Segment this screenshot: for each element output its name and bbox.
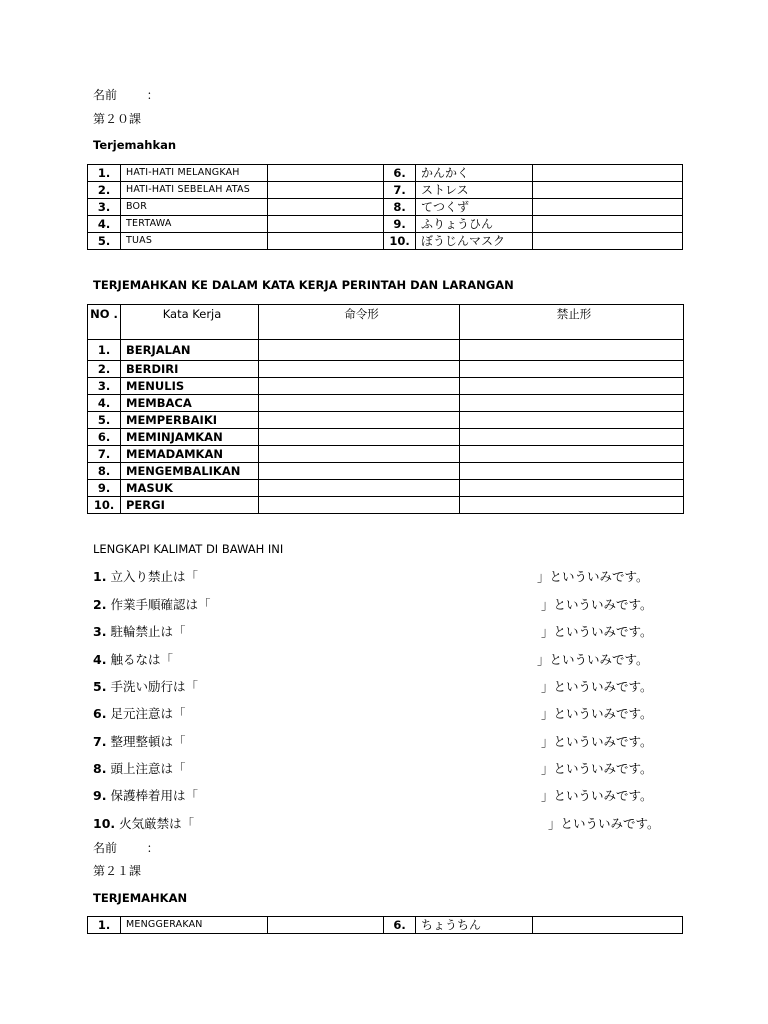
verb-word: MEMPERBAIKI — [121, 412, 259, 429]
row-number: 10. — [384, 233, 416, 250]
sentence-item — [93, 814, 194, 832]
vocab-word: HATI-HATI MELANGKAH — [121, 165, 268, 182]
verb-word: PERGI — [121, 497, 259, 514]
verb-row — [88, 497, 684, 514]
answer-cell[interactable] — [533, 182, 683, 199]
sentence-ending: 」といういみです。 — [537, 569, 649, 584]
name-colon: ： — [146, 88, 159, 102]
vocab-word: TERTAWA — [121, 216, 268, 233]
sentence-ending: 」といういみです。 — [541, 734, 653, 749]
sentence-prompt: 触るなは「 — [110, 652, 173, 667]
prohibitive-answer-cell[interactable] — [460, 480, 684, 497]
imperative-answer-cell[interactable] — [259, 446, 460, 463]
sentence-number: 10. — [93, 816, 116, 831]
header-prohibitive: 禁止形 — [460, 305, 684, 340]
sentence-ending: 」といういみです。 — [541, 761, 653, 776]
row-number: 1. — [88, 340, 121, 361]
sentence-number: 6. — [93, 706, 107, 721]
sentence-item — [93, 622, 185, 640]
vocab-table — [87, 164, 683, 250]
vocab-word: かんかく — [416, 165, 533, 182]
row-number: 9. — [384, 216, 416, 233]
verb-row — [88, 378, 684, 395]
answer-cell[interactable] — [533, 216, 683, 233]
sentence-prompt: 駐輪禁止は「 — [110, 624, 186, 639]
imperative-answer-cell[interactable] — [259, 497, 460, 514]
row-number: 6. — [384, 165, 416, 182]
prohibitive-answer-cell[interactable] — [460, 361, 684, 378]
prohibitive-answer-cell[interactable] — [460, 463, 684, 480]
sentence-number: 1. — [93, 569, 107, 584]
row-number: 6. — [88, 429, 121, 446]
sentence-number: 2. — [93, 597, 107, 612]
verb-word: MEMADAMKAN — [121, 446, 259, 463]
sentence-item — [93, 567, 198, 585]
answer-cell[interactable] — [268, 165, 384, 182]
row-number: 5. — [88, 412, 121, 429]
answer-cell[interactable] — [268, 199, 384, 216]
vocab-word: てつくず — [416, 199, 533, 216]
row-number: 1. — [88, 165, 121, 182]
sentence-ending: 」といういみです。 — [541, 679, 653, 694]
answer-cell[interactable] — [268, 233, 384, 250]
sentence-number: 8. — [93, 761, 107, 776]
sentence-item — [93, 677, 198, 695]
answer-cell[interactable] — [268, 182, 384, 199]
sentence-prompt: 整理整頓は「 — [110, 734, 186, 749]
sentence-item — [93, 704, 185, 722]
vocab-table-2 — [87, 916, 683, 934]
vocab-word: TUAS — [121, 233, 268, 250]
sentence-prompt: 頭上注意は「 — [110, 761, 186, 776]
imperative-answer-cell[interactable] — [259, 480, 460, 497]
sentence-item — [93, 595, 210, 613]
verb-word: MEMBACA — [121, 395, 259, 412]
sentence-number: 9. — [93, 788, 107, 803]
prohibitive-answer-cell[interactable] — [460, 340, 684, 361]
vocab-word: ストレス — [416, 182, 533, 199]
section-title-translate-2: TERJEMAHKAN — [93, 891, 188, 905]
row-number: 10. — [88, 497, 121, 514]
row-number: 1. — [88, 917, 121, 934]
header-imperative: 命令形 — [259, 305, 460, 340]
name-label-2-text: 名前 — [93, 841, 118, 855]
vocab-row — [88, 216, 683, 233]
sentence-ending: 」といういみです。 — [541, 788, 653, 803]
verb-word: MENGEMBALIKAN — [121, 463, 259, 480]
verb-word: MENULIS — [121, 378, 259, 395]
imperative-answer-cell[interactable] — [259, 378, 460, 395]
verb-row — [88, 429, 684, 446]
name-label-text: 名前 — [93, 88, 118, 102]
row-number: 5. — [88, 233, 121, 250]
header-no: NO . — [88, 305, 121, 340]
imperative-answer-cell[interactable] — [259, 395, 460, 412]
sentence-prompt: 火気厳禁は「 — [119, 816, 195, 831]
vocab-row — [88, 199, 683, 216]
answer-cell[interactable] — [533, 917, 683, 934]
sentence-prompt: 手洗い励行は「 — [110, 679, 198, 694]
answer-cell[interactable] — [533, 165, 683, 182]
row-number: 3. — [88, 378, 121, 395]
verb-word: MEMINJAMKAN — [121, 429, 259, 446]
sentence-ending: 」といういみです。 — [541, 706, 653, 721]
sentence-number: 4. — [93, 652, 107, 667]
verb-row — [88, 446, 684, 463]
prohibitive-answer-cell[interactable] — [460, 446, 684, 463]
imperative-answer-cell[interactable] — [259, 463, 460, 480]
sentence-prompt: 作業手順確認は「 — [110, 597, 211, 612]
row-number: 2. — [88, 182, 121, 199]
header-verb: Kata Kerja — [121, 305, 259, 340]
vocab-row — [88, 917, 683, 934]
sentence-ending: 」といういみです。 — [541, 624, 653, 639]
prohibitive-answer-cell[interactable] — [460, 395, 684, 412]
lesson-title: 第２０課 — [93, 112, 142, 126]
row-number: 6. — [384, 917, 416, 934]
name-label — [93, 87, 159, 103]
verb-word: BERDIRI — [121, 361, 259, 378]
sentence-ending: 」といういみです。 — [541, 597, 653, 612]
sentence-prompt: 立入り禁止は「 — [110, 569, 198, 584]
row-number: 4. — [88, 216, 121, 233]
verb-row — [88, 480, 684, 497]
imperative-answer-cell[interactable] — [259, 429, 460, 446]
verb-form-table — [87, 304, 684, 514]
row-number: 7. — [88, 446, 121, 463]
sentence-ending: 」といういみです。 — [537, 652, 649, 667]
answer-cell[interactable] — [268, 917, 384, 934]
vocab-row — [88, 233, 683, 250]
vocab-row — [88, 182, 683, 199]
verb-row — [88, 412, 684, 429]
row-number: 9. — [88, 480, 121, 497]
answer-cell[interactable] — [533, 199, 683, 216]
vocab-word: ぼうじんマスク — [416, 233, 533, 250]
sentence-ending: 」といういみです。 — [548, 816, 660, 831]
vocab-word: ちょうちん — [416, 917, 533, 934]
verb-word: BERJALAN — [121, 340, 259, 361]
vocab-word: ふりょうひん — [416, 216, 533, 233]
row-number: 3. — [88, 199, 121, 216]
vocab-word: MENGGERAKAN — [121, 917, 268, 934]
vocab-row — [88, 165, 683, 182]
sentence-item — [93, 732, 185, 750]
prohibitive-answer-cell[interactable] — [460, 429, 684, 446]
verb-row — [88, 340, 684, 361]
answer-cell[interactable] — [533, 233, 683, 250]
name-label-2 — [93, 840, 159, 856]
verb-row — [88, 463, 684, 480]
sentence-item — [93, 759, 185, 777]
prohibitive-answer-cell[interactable] — [460, 412, 684, 429]
sentence-item — [93, 650, 173, 668]
verb-row — [88, 361, 684, 378]
sentence-number: 7. — [93, 734, 107, 749]
row-number: 2. — [88, 361, 121, 378]
section-title-complete: LENGKAPI KALIMAT DI BAWAH INI — [93, 542, 284, 556]
prohibitive-answer-cell[interactable] — [460, 497, 684, 514]
imperative-answer-cell[interactable] — [259, 340, 460, 361]
imperative-answer-cell[interactable] — [259, 361, 460, 378]
answer-cell[interactable] — [268, 216, 384, 233]
section-title-translate: Terjemahkan — [93, 138, 177, 152]
sentence-prompt: 保護棒着用は「 — [110, 788, 198, 803]
imperative-answer-cell[interactable] — [259, 412, 460, 429]
sentence-number: 5. — [93, 679, 107, 694]
sentence-number: 3. — [93, 624, 107, 639]
section-title-verbs: TERJEMAHKAN KE DALAM KATA KERJA PERINTAH DAN LARANGAN — [93, 278, 514, 292]
sentence-prompt: 足元注意は「 — [110, 706, 186, 721]
row-number: 8. — [88, 463, 121, 480]
row-number: 7. — [384, 182, 416, 199]
row-number: 8. — [384, 199, 416, 216]
prohibitive-answer-cell[interactable] — [460, 378, 684, 395]
verb-word: MASUK — [121, 480, 259, 497]
verb-row — [88, 395, 684, 412]
sentence-item — [93, 786, 198, 804]
verb-table-header — [88, 305, 684, 340]
lesson-title-2: 第２１課 — [93, 864, 142, 878]
name-colon-2: ： — [146, 841, 159, 855]
row-number: 4. — [88, 395, 121, 412]
vocab-word: HATI-HATI SEBELAH ATAS — [121, 182, 268, 199]
vocab-word: BOR — [121, 199, 268, 216]
